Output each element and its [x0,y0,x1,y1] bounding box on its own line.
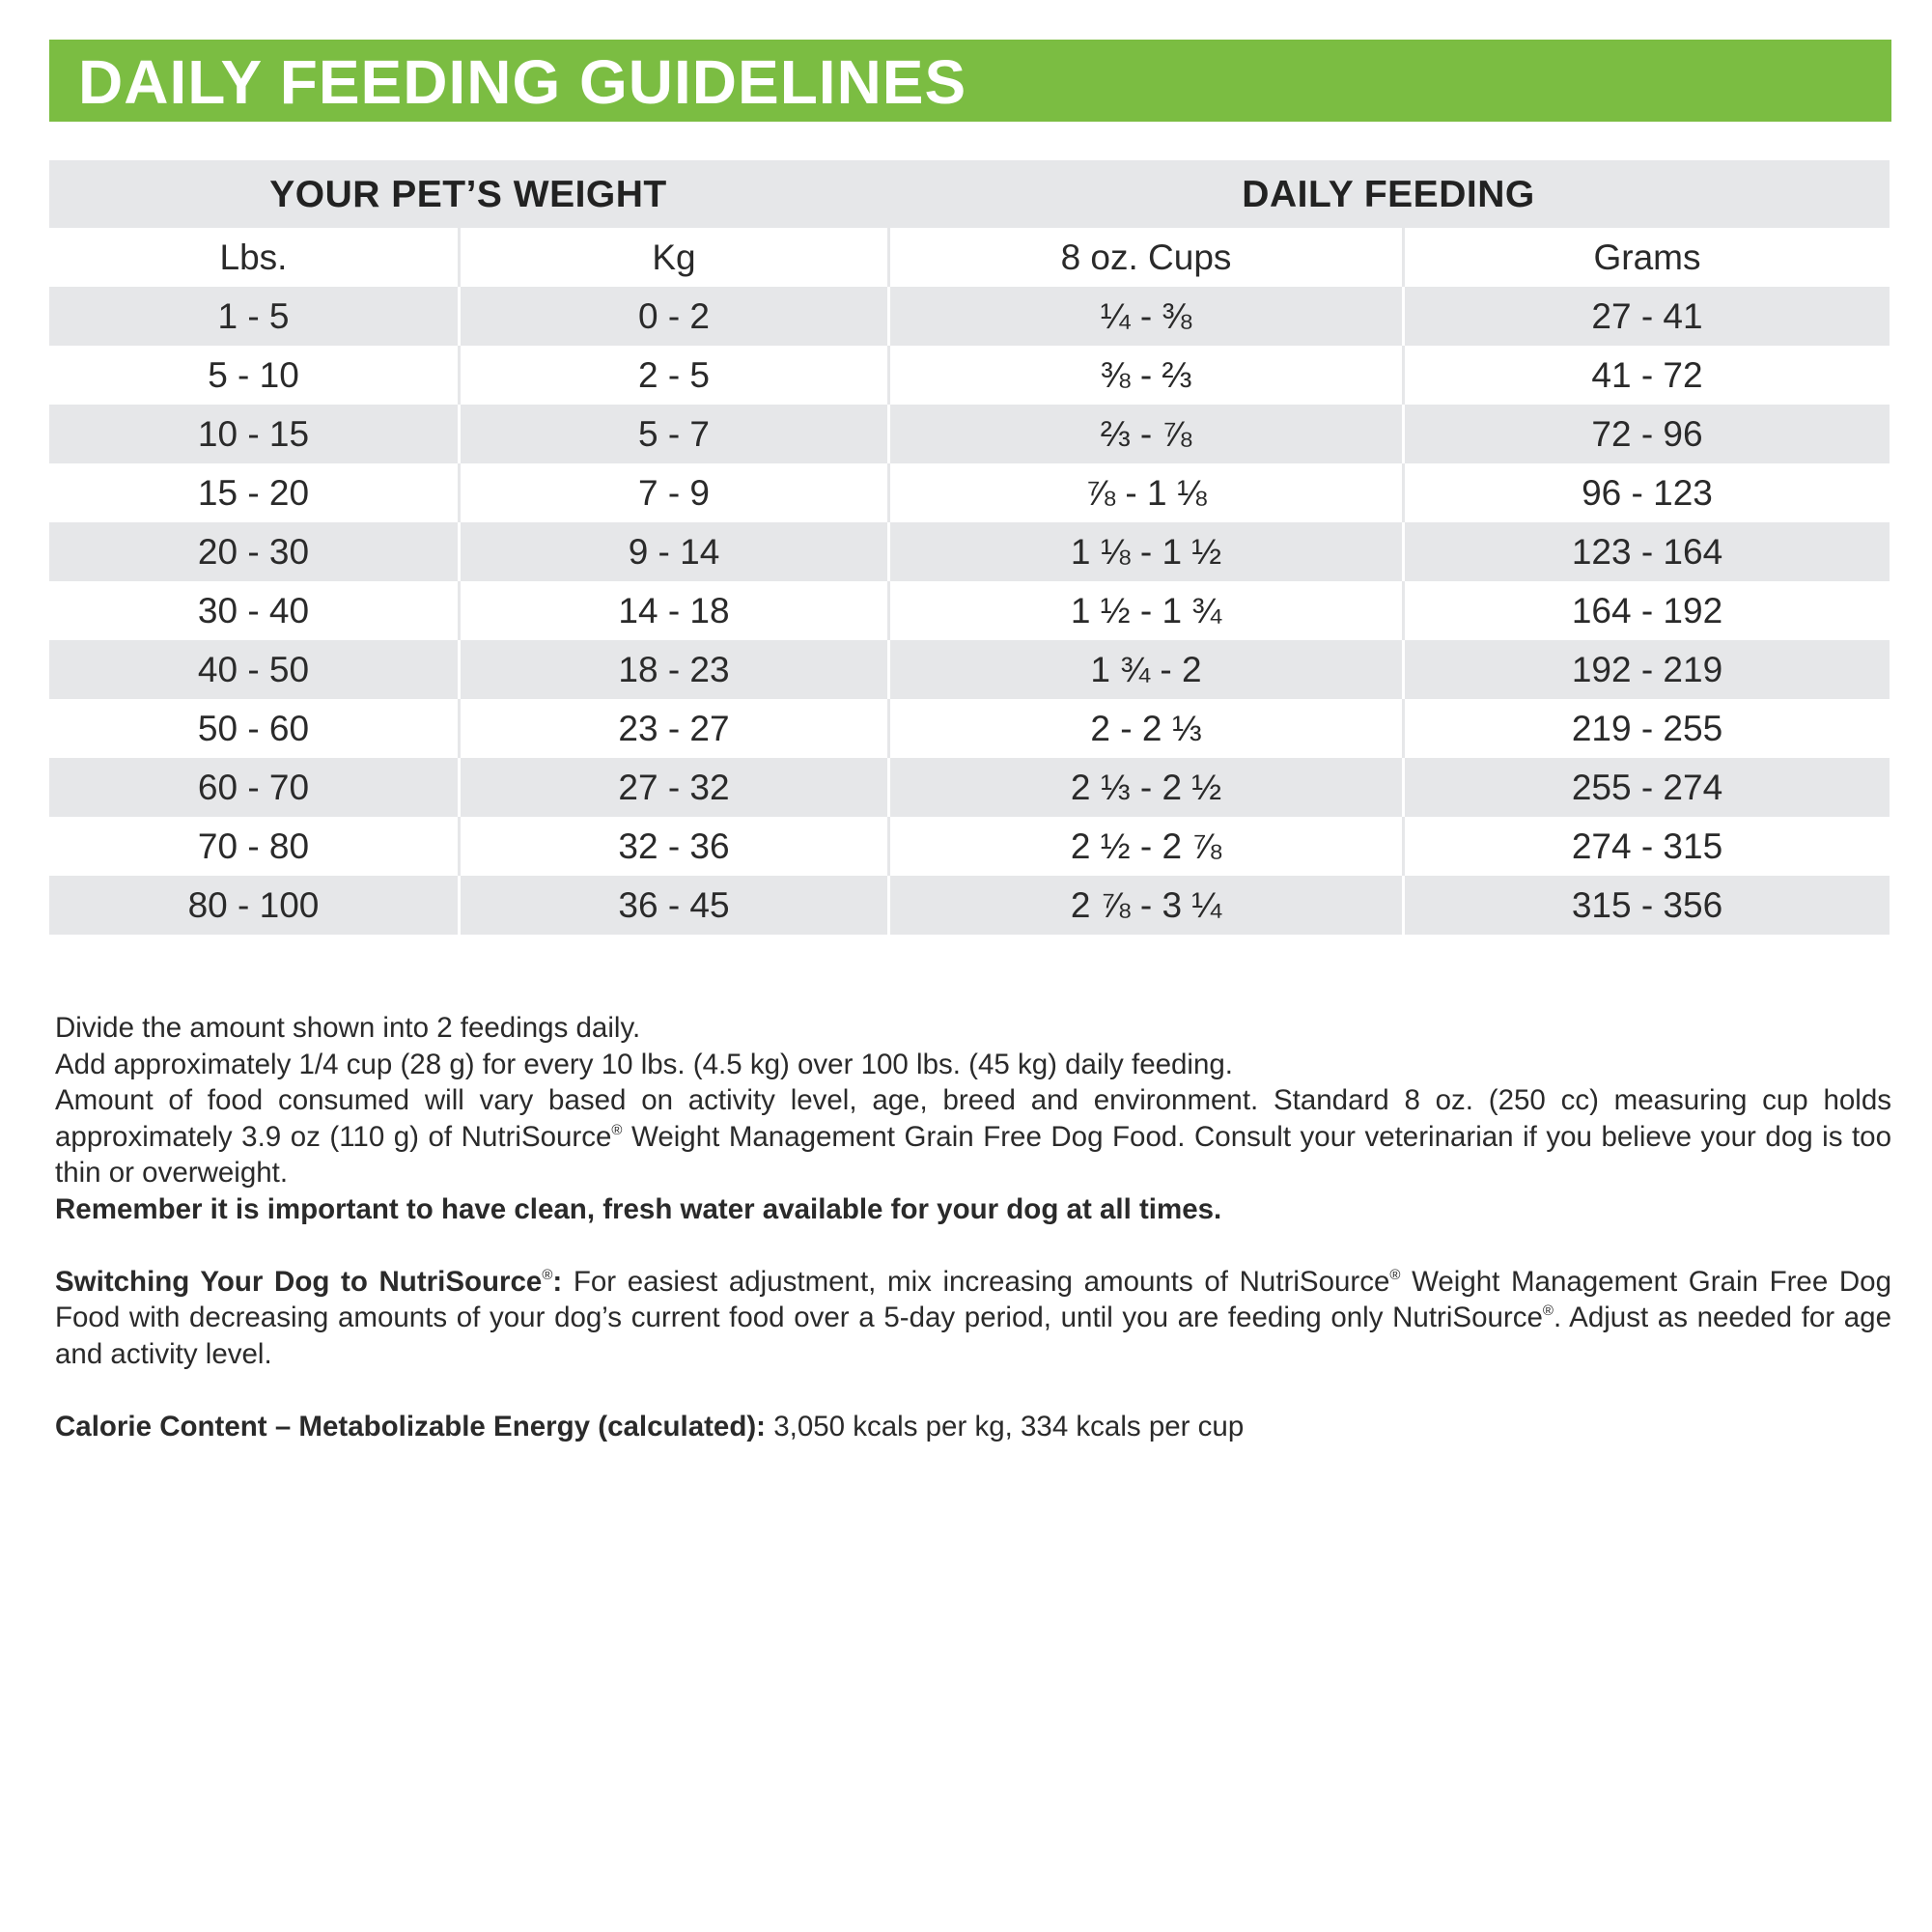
page-title: DAILY FEEDING GUIDELINES [78,47,967,117]
switching-label-colon: : [552,1265,563,1298]
cell-grams: 41 - 72 [1402,346,1890,405]
registered-mark: ® [1389,1266,1401,1283]
switching-text: For easiest adjustment, mix increasing amounts of NutriSource [562,1265,1390,1298]
cell-lbs: 40 - 50 [197,649,310,689]
cell-kg: 32 - 36 [458,817,887,876]
cell-cups: ¼ - ⅜ [887,287,1402,346]
cell-grams: 219 - 255 [1402,699,1890,758]
note-divide-feedings: Divide the amount shown into 2 feedings daily. [55,1012,641,1044]
cell-lbs: 15 - 20 [197,472,310,513]
cell-grams: 255 - 274 [1402,758,1890,817]
note-food-amount-text: Amount of food consumed will vary based on activity level, age, breed and environment. Standard 8 oz. (250 cc) measuring cup holds approximately 3.9 oz (110 g) of NutriSource [55,1084,1891,1153]
title-banner [49,40,1891,122]
column-header-grams: Grams [1402,228,1890,287]
table-row [49,817,1890,876]
registered-mark: ® [542,1266,553,1283]
cell-grams: 96 - 123 [1402,463,1890,522]
switching-label: Switching Your Dog to NutriSource [55,1265,543,1298]
group-header-pet-weight: YOUR PET’S WEIGHT [269,174,667,215]
feeding-table [49,160,1890,935]
cell-kg: 2 - 5 [458,346,887,405]
cell-grams: 274 - 315 [1402,817,1890,876]
cell-cups: 1 ⅛ - 1 ½ [887,522,1402,581]
cell-grams: 72 - 96 [1402,405,1890,463]
column-header-cups: 8 oz. Cups [887,228,1402,287]
cell-cups: 2 - 2 ⅓ [887,699,1402,758]
note-over-100-lbs: Add approximately 1/4 cup (28 g) for every 10 lbs. (4.5 kg) over 100 lbs. (45 kg) daily feeding. [55,1048,1233,1080]
cell-lbs: 1 - 5 [217,295,290,336]
cell-kg: 7 - 9 [458,463,887,522]
table-row [49,346,1890,405]
cell-cups: 2 ½ - 2 ⅞ [887,817,1402,876]
table-column-header-row [49,228,1890,287]
table-row [49,463,1890,522]
cell-kg: 23 - 27 [458,699,887,758]
note-calorie-content [55,1409,1891,1445]
calorie-value: 3,050 kcals per kg, 334 kcals per cup [766,1410,1245,1442]
cell-kg: 36 - 45 [458,876,887,935]
table-row [49,522,1890,581]
table-row [49,640,1890,699]
group-header-daily-feeding: DAILY FEEDING [1242,174,1535,215]
note-food-amount [55,1082,1891,1191]
cell-kg: 14 - 18 [458,581,887,640]
table-row [49,876,1890,935]
calorie-label: Calorie Content – Metabolizable Energy (calculated): [55,1410,767,1442]
table-row [49,581,1890,640]
cell-kg: 9 - 14 [458,522,887,581]
note-switching-food [55,1264,1891,1373]
feeding-notes [55,1010,1891,1444]
cell-cups: ⅜ - ⅔ [887,346,1402,405]
cell-grams: 192 - 219 [1402,640,1890,699]
table-group-header-row [49,160,1890,228]
cell-grams: 27 - 41 [1402,287,1890,346]
table-row [49,287,1890,346]
cell-cups: 1 ½ - 1 ¾ [887,581,1402,640]
note-food-amount-text-2: Weight Management Grain Free Dog Food. Consult your veterinarian if you believe your dog is too thin or overweight. [55,1120,1891,1189]
table-row [49,699,1890,758]
cell-lbs: 50 - 60 [197,708,310,748]
cell-lbs: 20 - 30 [197,531,310,572]
cell-lbs: 30 - 40 [197,590,310,630]
cell-grams: 315 - 356 [1402,876,1890,935]
switching-text-3: . Adjust as needed for age and activity level. [55,1302,1891,1370]
cell-grams: 164 - 192 [1402,581,1890,640]
cell-cups: ⅔ - ⅞ [887,405,1402,463]
cell-lbs: 60 - 70 [197,767,310,807]
cell-cups: 2 ⅞ - 3 ¼ [887,876,1402,935]
cell-kg: 0 - 2 [458,287,887,346]
cell-kg: 18 - 23 [458,640,887,699]
cell-lbs: 10 - 15 [197,413,310,454]
cell-cups: ⅞ - 1 ⅛ [887,463,1402,522]
cell-cups: 1 ¾ - 2 [887,640,1402,699]
registered-mark: ® [1542,1302,1554,1319]
cell-kg: 27 - 32 [458,758,887,817]
cell-lbs: 70 - 80 [197,826,310,866]
cell-cups: 2 ⅓ - 2 ½ [887,758,1402,817]
cell-lbs: 5 - 10 [208,354,299,395]
note-water-reminder: Remember it is important to have clean, fresh water available for your dog at all times. [55,1192,1222,1225]
switching-text-2: Weight Management Grain Free Dog Food with decreasing amounts of your dog’s current food over a 5-day period, until you are feeding only NutriSource [55,1265,1891,1333]
cell-lbs: 80 - 100 [187,884,320,925]
registered-mark: ® [611,1121,623,1138]
table-row [49,758,1890,817]
column-header-lbs: Lbs. [219,237,288,277]
column-header-kg: Kg [458,228,887,287]
table-row [49,405,1890,463]
cell-grams: 123 - 164 [1402,522,1890,581]
cell-kg: 5 - 7 [458,405,887,463]
